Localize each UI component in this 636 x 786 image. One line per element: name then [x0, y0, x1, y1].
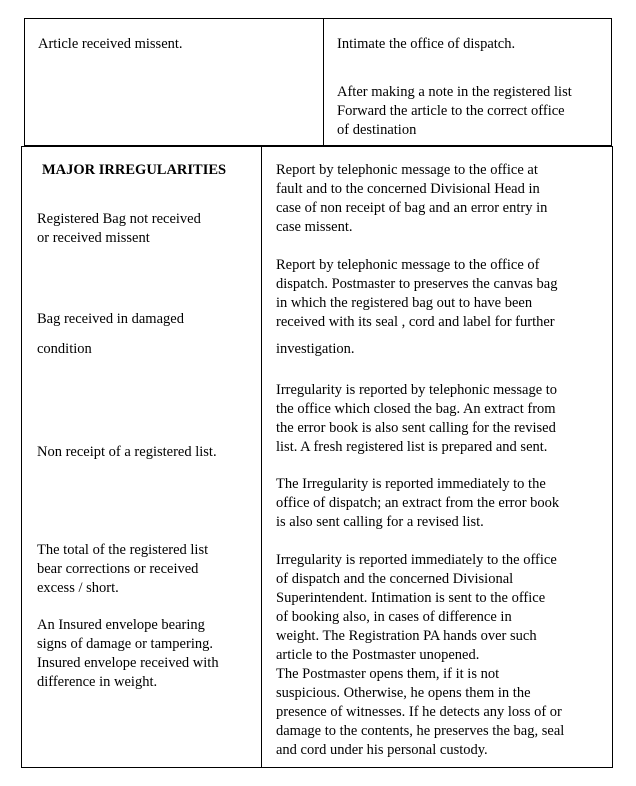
- r5-line-7: The Postmaster opens them, if it is not: [276, 666, 500, 682]
- r5-line-1: Irregularity is reported immediately to the office: [276, 552, 557, 568]
- r2-line-4: received with its seal , cord and label for further: [276, 314, 555, 330]
- r2-line-5: investigation.: [276, 341, 355, 357]
- r1-line-1: Report by telephonic message to the office at: [276, 162, 538, 178]
- major-table-divider: [261, 146, 262, 768]
- r5-line-10: damage to the contents, he preserves the bag, seal: [276, 723, 565, 739]
- total-corrections-line-1: The total of the registered list: [37, 542, 209, 558]
- r1-line-3: case of non receipt of bag and an error entry in: [276, 200, 548, 216]
- r5-line-11: and cord under his personal custody.: [276, 742, 488, 758]
- r5-line-6: article to the Postmaster unopened.: [276, 647, 480, 663]
- r1-line-2: fault and to the concerned Divisional Head in: [276, 181, 540, 197]
- r2-line-2: dispatch. Postmaster to preserves the canvas bag: [276, 276, 558, 292]
- r2-line-3: in which the registered bag out to have been: [276, 295, 533, 311]
- insured-line-4: difference in weight.: [37, 674, 158, 690]
- r5-line-3: Superintendent. Intimation is sent to the office: [276, 590, 546, 606]
- r3-line-4: list. A fresh registered list is prepared and sent.: [276, 439, 548, 455]
- list-not-received: Non receipt of a registered list.: [37, 444, 217, 460]
- bag-not-received-line-2: or received missent: [37, 230, 150, 246]
- major-irregularities-heading: MAJOR IRREGULARITIES: [42, 162, 227, 178]
- article-missent-label: Article received missent.: [38, 36, 183, 52]
- r2-line-1: Report by telephonic message to the office of: [276, 257, 540, 273]
- r5-line-5: weight. The Registration PA hands over such: [276, 628, 537, 644]
- intimate-dispatch-text: Intimate the office of dispatch.: [337, 36, 516, 52]
- total-corrections-line-3: excess / short.: [37, 580, 119, 596]
- destination-text: of destination: [337, 122, 417, 138]
- top-table-divider: [323, 18, 324, 146]
- after-note-text: After making a note in the registered list: [337, 84, 572, 100]
- insured-line-3: Insured envelope received with: [37, 655, 219, 671]
- r3-line-1: Irregularity is reported by telephonic message to: [276, 382, 558, 398]
- r4-line-2: office of dispatch; an extract from the error book: [276, 495, 560, 511]
- forward-article-text: Forward the article to the correct office: [337, 103, 565, 119]
- r5-line-9: presence of witnesses. If he detects any loss of or: [276, 704, 562, 720]
- bag-damaged-line-2: condition: [37, 341, 92, 357]
- r1-line-4: case missent.: [276, 219, 353, 235]
- bag-damaged-line-1: Bag received in damaged: [37, 311, 184, 327]
- r3-line-3: the error book is also sent calling for the revised: [276, 420, 556, 436]
- total-corrections-line-2: bear corrections or received: [37, 561, 199, 577]
- r5-line-2: of dispatch and the concerned Divisional: [276, 571, 514, 587]
- insured-line-2: signs of damage or tampering.: [37, 636, 213, 652]
- insured-line-1: An Insured envelope bearing: [37, 617, 205, 633]
- r4-line-1: The Irregularity is reported immediately to the: [276, 476, 546, 492]
- r3-line-2: the office which closed the bag. An extract from: [276, 401, 556, 417]
- r4-line-3: is also sent calling for a revised list.: [276, 514, 484, 530]
- r5-line-4: of booking also, in cases of difference in: [276, 609, 512, 625]
- bag-not-received-line-1: Registered Bag not received: [37, 211, 201, 227]
- r5-line-8: suspicious. Otherwise, he opens them in the: [276, 685, 531, 701]
